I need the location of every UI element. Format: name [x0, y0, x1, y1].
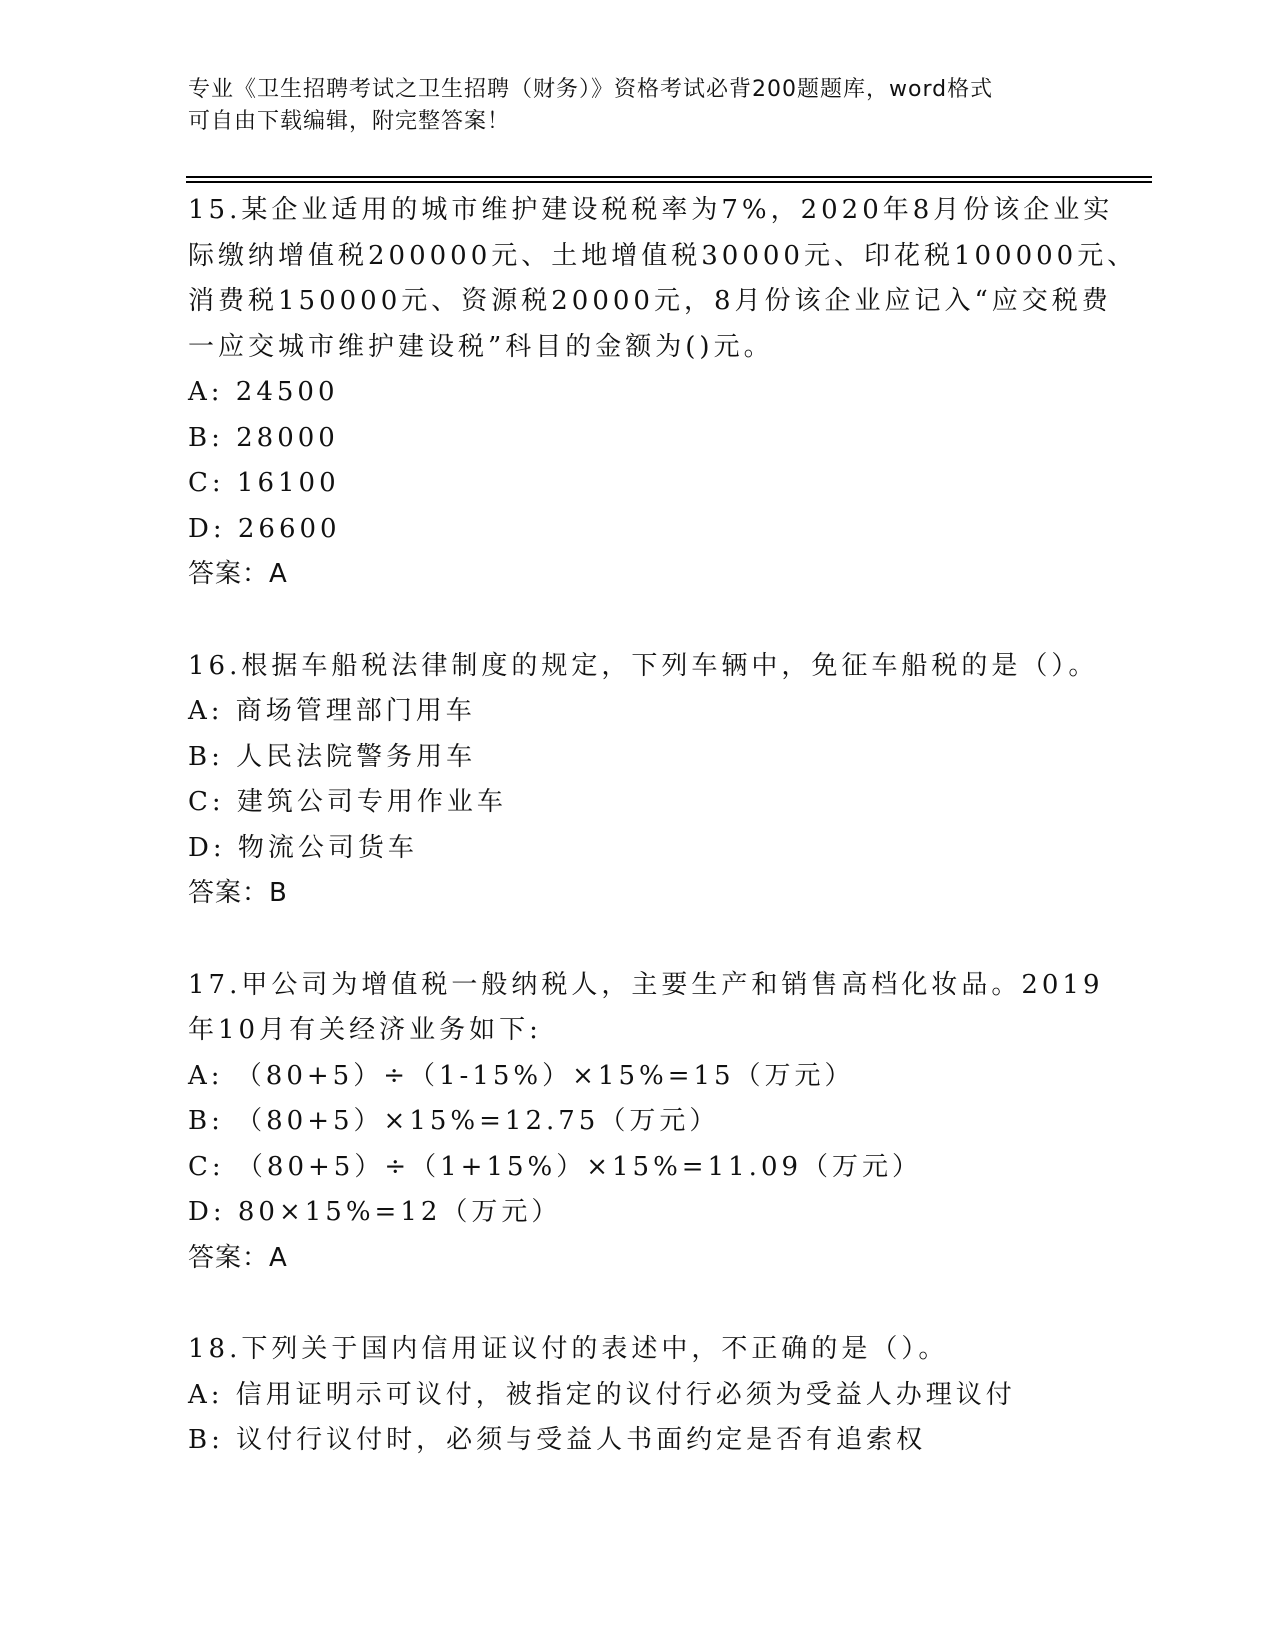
header-divider-bottom	[186, 181, 1152, 183]
option-c: C: 16100	[188, 468, 340, 498]
answer-label: 答案：B	[188, 878, 288, 908]
question-17	[188, 963, 1104, 1282]
option-a: A: 信用证明示可议付，被指定的议付行必须为受益人办理议付	[188, 1379, 1016, 1410]
option-a: A: 24500	[188, 377, 339, 407]
question-16	[188, 644, 1099, 917]
question-stem-line: 16.根据车船税法律制度的规定，下列车辆中，免征车船税的是（）。	[188, 650, 1099, 681]
option-a: A: 商场管理部门用车	[188, 696, 476, 726]
option-b: B: 28000	[188, 422, 339, 453]
option-a: A: （80+5）÷（1-15%）×15%=15（万元）	[188, 1060, 855, 1091]
answer-label: 答案：A	[188, 559, 288, 589]
question-stem-line: 15.某企业适用的城市维护建设税税率为7%，2020年8月份该企业实	[188, 195, 1114, 225]
option-d: D: 80×15%=12（万元）	[188, 1197, 562, 1227]
option-d: D: 26600	[188, 513, 341, 544]
option-c: C: 建筑公司专用作业车	[188, 787, 507, 817]
option-b: B: 议付行议付时，必须与受益人书面约定是否有追索权	[188, 1425, 927, 1455]
question-stem-line: 年10月有关经济业务如下:	[188, 1015, 542, 1045]
header-title-line-1: 专业《卫生招聘考试之卫生招聘（财务）》资格考试必背200题题库，word格式	[188, 77, 994, 102]
header-divider-top	[186, 176, 1152, 178]
question-stem-line: 一应交城市维护建设税”科目的金额为()元。	[188, 331, 774, 362]
header-title-line-2: 可自由下载编辑，附完整答案！	[188, 109, 511, 134]
question-stem-line: 际缴纳增值税200000元、土地增值税30000元、印花税100000元、	[188, 240, 1138, 271]
question-stem-line: 消费税150000元、资源税20000元，8月份该企业应记入“应交税费	[188, 286, 1112, 316]
question-stem-line: 18.下列关于国内信用证议付的表述中，不正确的是（）。	[188, 1334, 949, 1364]
question-15	[188, 188, 1138, 598]
option-c: C: （80+5）÷（1+15%）×15%=11.09（万元）	[188, 1151, 923, 1182]
question-list	[188, 188, 1138, 1510]
option-b: B: 人民法院警务用车	[188, 741, 477, 772]
question-stem-line: 17.甲公司为增值税一般纳税人，主要生产和销售高档化妆品。2019	[188, 969, 1104, 1000]
answer-label: 答案：A	[188, 1242, 288, 1273]
document-header	[188, 74, 1068, 138]
option-b: B: （80+5）×15%=12.75（万元）	[188, 1106, 720, 1136]
question-18	[188, 1327, 1088, 1464]
option-d: D: 物流公司货车	[188, 832, 418, 863]
